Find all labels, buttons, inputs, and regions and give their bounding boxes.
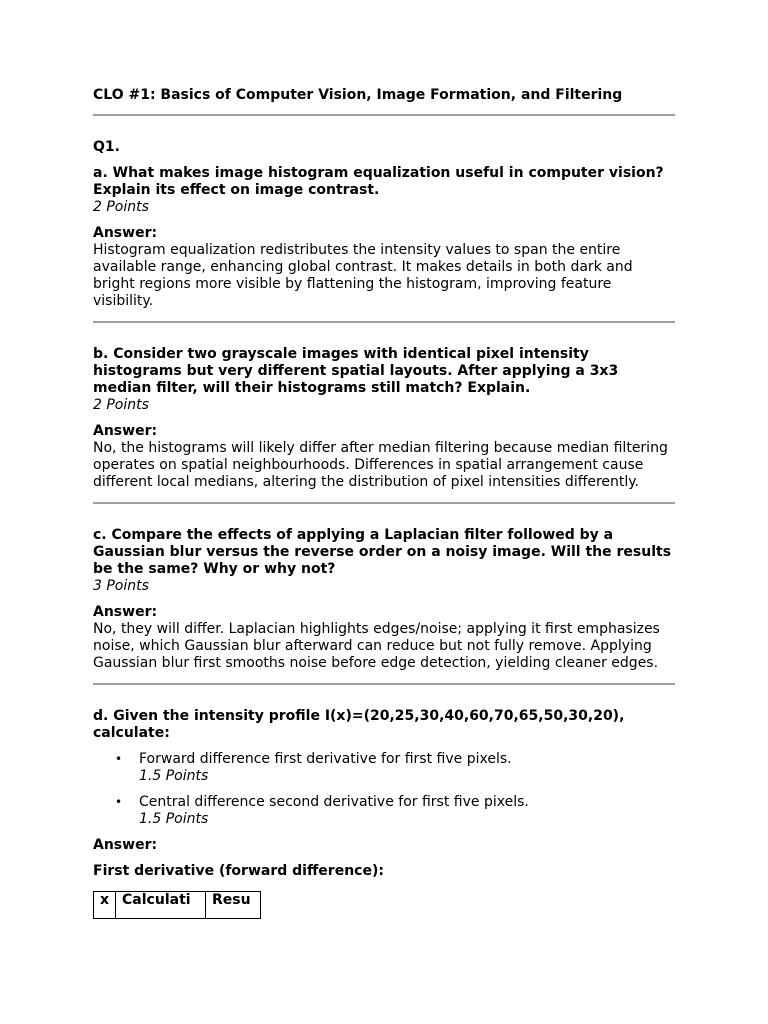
task-points: 1.5 Points [139,811,209,827]
answer-c-text: No, they will differ. Laplacian highlights edges/noise; applying it first emphasizes noise, which Gaussian blur afterward can reduce but not fully remove. Applying Gaussian blur first smooths noise before edge detection, yielding cleaner edges. [93,621,660,671]
divider [93,502,675,504]
divider [93,114,675,116]
table-header-row [94,892,261,919]
question-a-points: 2 Points [93,199,149,215]
table-header-result: Resu [206,892,261,919]
question-b-text: b. Consider two grayscale images with identical pixel intensity histograms but very different spatial layouts. After applying a 3x3 median filter, will their histograms still match? Explain. [93,346,619,396]
document-page [93,87,675,919]
answer-d-label: Answer: [93,837,158,853]
task-points: 1.5 Points [139,768,209,784]
divider [93,683,675,685]
question-d-text: d. Given the intensity profile I(x)=(20,25,30,40,60,70,65,50,30,20), calculate: [93,708,625,741]
question-a-text: a. What makes image histogram equalization useful in computer vision? Explain its effect on image contrast. [93,165,664,198]
task-text: • Forward difference first derivative for first five pixels. [139,751,512,767]
question-number: Q1. [93,139,120,155]
list-item [93,751,675,785]
answer-a-text: Histogram equalization redistributes the intensity values to span the entire available range, enhancing global contrast. It makes details in both dark and bright regions more visible by flattening the histogram, improving feature visibility. [93,242,633,309]
table-header-x: x [94,892,116,919]
divider [93,321,675,323]
question-d-task-list [93,751,675,828]
question-c-text: c. Compare the effects of applying a Laplacian filter followed by a Gaussian blur versus the reverse order on a noisy image. Will the results be the same? Why or why not? [93,527,672,577]
answer-b-text: No, the histograms will likely differ after median filtering because median filtering operates on spatial neighbourhoods. Differences in spatial arrangement cause different local medians, altering the distribution of pixel intensities differently. [93,440,668,490]
task-text: • Central difference second derivative for first five pixels. [139,794,529,810]
table-header-calculation: Calculati [116,892,206,919]
answer-c-label: Answer: [93,604,158,620]
first-derivative-subheading: First derivative (forward difference): [93,863,384,879]
derivative-table [93,891,261,919]
list-item [93,794,675,828]
question-b-points: 2 Points [93,397,149,413]
question-c-points: 3 Points [93,578,149,594]
answer-b-label: Answer: [93,423,158,439]
answer-a-label: Answer: [93,225,158,241]
clo-heading: CLO #1: Basics of Computer Vision, Image Formation, and Filtering [93,87,623,103]
